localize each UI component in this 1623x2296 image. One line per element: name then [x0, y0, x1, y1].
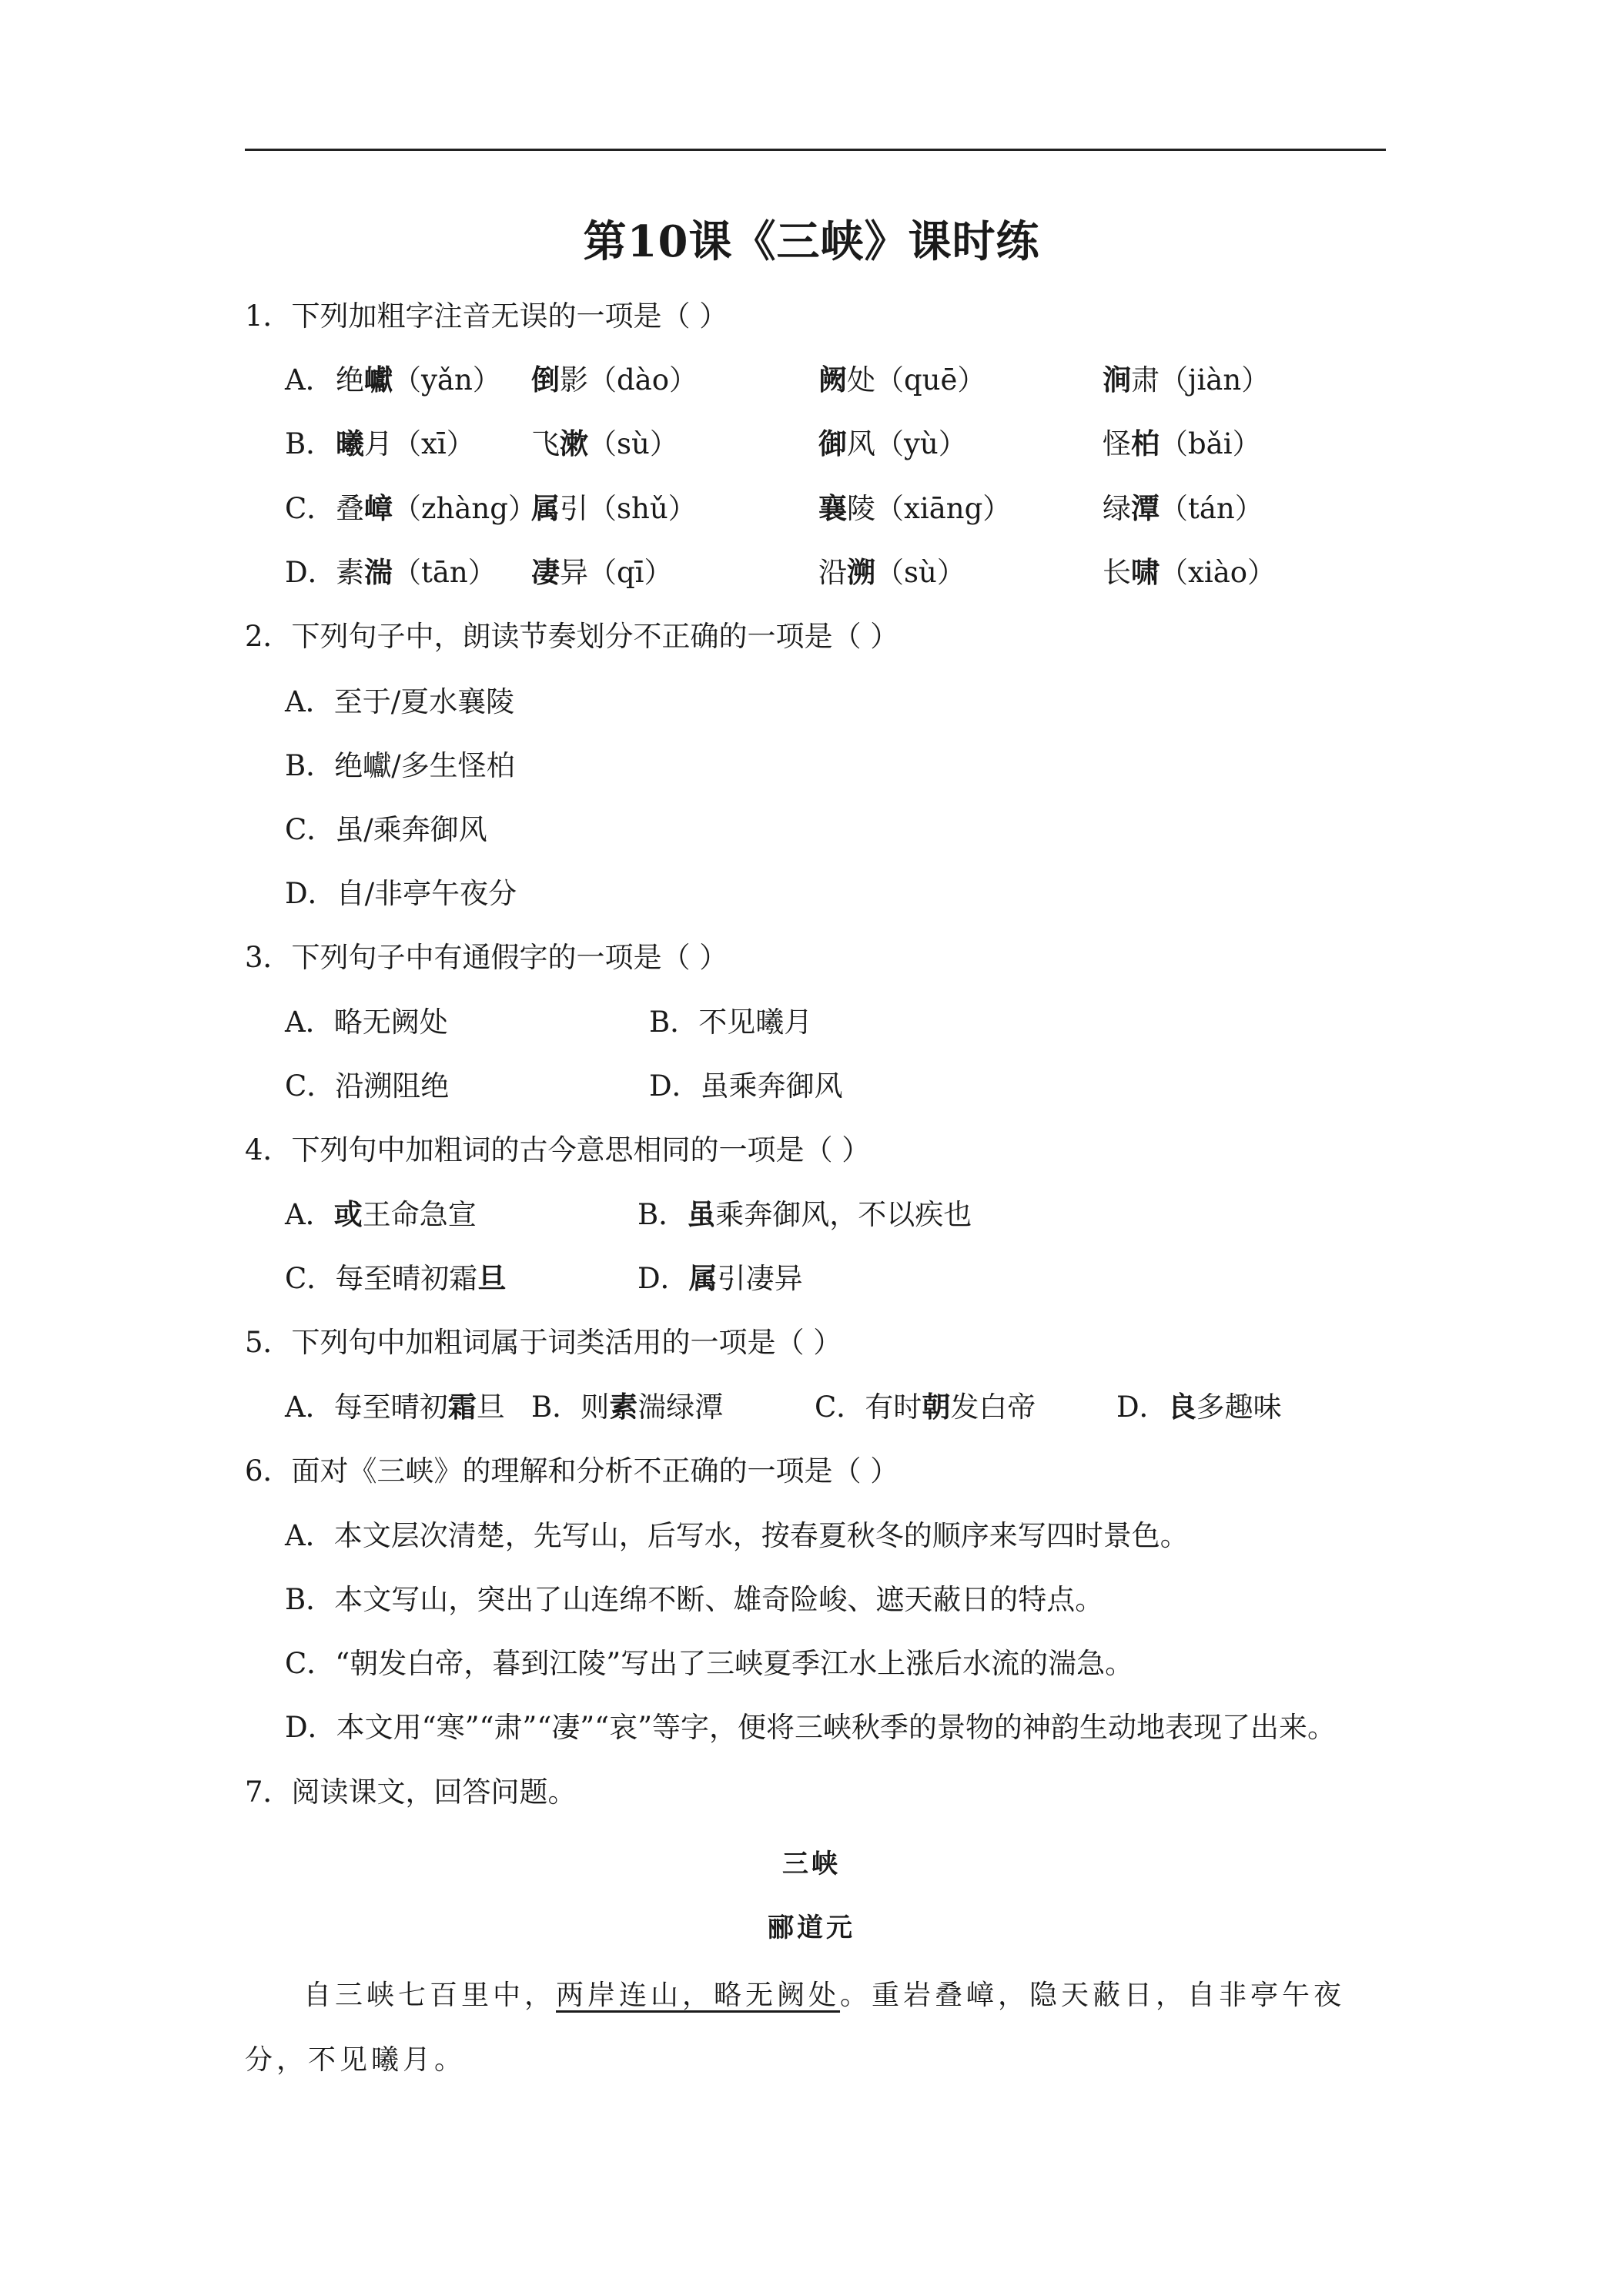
option-label: B．: [637, 1198, 688, 1231]
word-pre: 怪: [1103, 427, 1131, 460]
passage-title: 三峡: [782, 1849, 841, 1879]
q1-option-a-word-4: [1103, 363, 1270, 397]
bold-char: 凄: [531, 555, 560, 589]
word-post: 陵（xiāng）: [847, 492, 1012, 525]
q3-stem: 3．下列句子中有通假字的一项是（ ）: [245, 941, 728, 974]
option-text-post: 乘奔御风，不以疾也: [715, 1198, 972, 1231]
q1-option-b-label: B．: [285, 427, 335, 460]
q6-option-d: D．本文用“寒”“肃”“凄”“哀”等字，便将三峡秋季的景物的神韵生动地表现了出来。: [285, 1711, 1336, 1744]
word-post: 风（yù）: [847, 427, 967, 460]
q1-option-c-label: C．: [285, 492, 336, 525]
word-pre: 绝: [336, 363, 364, 397]
word-post: 处（quē）: [847, 363, 986, 397]
option-text-pre: 每至晴初: [333, 1391, 448, 1424]
passage-paragraph: [245, 1963, 1386, 2093]
bold-char: 柏: [1131, 427, 1160, 460]
q2-option-c: C．虽/乘奔御风: [285, 813, 487, 846]
q1-option-c-word-4: [1103, 491, 1263, 525]
q4-stem: 4．下列句中加粗词的古今意思相同的一项是（ ）: [245, 1133, 871, 1166]
word-pre: 绿: [1103, 492, 1131, 525]
bold-char: 虽: [687, 1197, 716, 1231]
option-label: B．: [531, 1391, 581, 1424]
q2-option-b: B．绝巘/多生怪柏: [285, 749, 515, 782]
q5-stem: 5．下列句中加粗词属于词类活用的一项是（ ）: [245, 1326, 842, 1359]
q6-option-b: B．本文写山，突出了山连绵不断、雄奇险峻、遮天蔽日的特点。: [285, 1583, 1104, 1616]
word-pre: 沿: [818, 556, 847, 589]
bold-char: 湍: [364, 555, 393, 589]
word-post: 引（shǔ）: [560, 492, 697, 525]
word-post: 异（qī）: [560, 556, 673, 589]
option-text-pre: 每至晴初霜: [335, 1262, 478, 1295]
bold-char: 溯: [847, 555, 875, 589]
q4-option-b: [637, 1197, 972, 1231]
option-text-post: 多趣味: [1196, 1391, 1282, 1424]
q4-option-c: [285, 1261, 507, 1295]
option-label: C．: [815, 1391, 865, 1424]
bold-char: 朝: [922, 1390, 951, 1424]
q6-stem: 6．面对《三峡》的理解和分析不正确的一项是（ ）: [245, 1454, 899, 1488]
option-label: D．: [637, 1262, 689, 1295]
word-post: （tān）: [393, 556, 497, 589]
q2-option-d: D．自/非亭午夜分: [285, 877, 517, 910]
word-pre: 素: [336, 556, 364, 589]
word-post: （bǎi）: [1160, 427, 1261, 460]
word-post: 月（xī）: [364, 427, 475, 460]
q5-option-a: [285, 1390, 505, 1424]
option-label: A．: [285, 1391, 334, 1424]
bold-char: 巘: [364, 363, 393, 397]
option-text-pre: 则: [581, 1391, 610, 1424]
page-title: 第10课《三峡》课时练: [583, 216, 1040, 267]
option-text-post: 旦: [476, 1391, 505, 1424]
q1-option-a-word-2: [531, 363, 698, 397]
q1-option-a-word-1: [336, 363, 501, 397]
q2-stem: 2．下列句子中，朗读节奏划分不正确的一项是（ ）: [245, 620, 899, 653]
passage-text-pre: 自三峡七百里中，: [303, 1980, 557, 2011]
q1-option-d-word-1: [336, 555, 497, 589]
q1-option-a-label: A．: [285, 363, 334, 397]
q4-option-a: [285, 1197, 477, 1231]
q1-option-d-word-2: [531, 555, 673, 589]
word-pre: 飞: [531, 427, 560, 460]
q1-option-d-word-3: [818, 555, 965, 589]
q5-option-d: [1116, 1390, 1282, 1424]
word-post: （sù）: [588, 427, 678, 460]
bold-char: 漱: [560, 427, 588, 460]
option-label: A．: [285, 1198, 334, 1231]
q1-option-b-word-2: [531, 427, 678, 460]
q2-option-a: A．至于/夏水襄陵: [285, 685, 515, 718]
q3-option-d: D．虽乘奔御风: [649, 1069, 843, 1103]
q4-option-d: [637, 1261, 803, 1295]
word-post: 影（dào）: [560, 363, 698, 397]
q1-option-d-label: D．: [285, 556, 336, 589]
q1-option-c-word-2: [531, 491, 697, 525]
bold-char: 素: [609, 1390, 638, 1424]
word-post: （tán）: [1160, 492, 1263, 525]
option-text-pre: 有时: [865, 1391, 922, 1424]
word-post: （xiào）: [1160, 556, 1277, 589]
q1-option-c-word-3: [818, 491, 1012, 525]
bold-char: 倒: [531, 363, 560, 397]
bold-char: 属: [688, 1261, 718, 1295]
word-post: （sù）: [875, 556, 965, 589]
q3-option-c: C．沿溯阻绝: [285, 1069, 450, 1103]
bold-char: 曦: [336, 427, 364, 460]
q1-option-d-word-4: [1103, 555, 1277, 589]
bold-char: 良: [1167, 1390, 1196, 1424]
passage-underlined-phrase: 两岸连山，略无阙处: [556, 1980, 841, 2011]
bold-char: 霜: [447, 1390, 477, 1424]
bold-char: 啸: [1131, 555, 1160, 589]
q7-stem: 7．阅读课文，回答问题。: [245, 1776, 577, 1809]
q1-stem: 1．下列加粗字注音无误的一项是（ ）: [245, 300, 728, 333]
word-pre: 叠: [336, 492, 364, 525]
bold-char: 阙: [818, 363, 847, 397]
passage-author: 郦道元: [768, 1913, 855, 1943]
bold-char: 旦: [477, 1261, 507, 1295]
bold-char: 涧: [1103, 363, 1131, 397]
word-pre: 长: [1103, 556, 1131, 589]
header-rule: [245, 149, 1386, 151]
option-text-post: 王命急宣: [362, 1198, 477, 1231]
word-post: （zhàng）: [393, 492, 537, 525]
bold-char: 或: [333, 1197, 363, 1231]
passage-text-post: 。重岩叠嶂，隐天蔽日，自非亭午夜分，不见曦月。: [245, 1980, 1346, 2076]
bold-char: 嶂: [364, 491, 393, 525]
option-text-post: 发白帝: [950, 1391, 1036, 1424]
word-post: （yǎn）: [393, 363, 501, 397]
q1-option-b-word-4: [1103, 427, 1261, 460]
word-post: 肃（jiàn）: [1131, 363, 1270, 397]
q1-option-b-word-1: [336, 427, 475, 460]
q6-option-a: A．本文层次清楚，先写山，后写水，按春夏秋冬的顺序来写四时景色。: [285, 1519, 1189, 1552]
q6-option-c: C．“朝发白帝，暮到江陵”写出了三峡夏季江水上涨后水流的湍急。: [285, 1647, 1134, 1680]
q5-option-b: [531, 1390, 724, 1424]
bold-char: 潭: [1131, 491, 1160, 525]
option-text-post: 引凄异: [717, 1262, 803, 1295]
q3-option-b: B．不见曦月: [649, 1006, 813, 1039]
q5-option-c: [815, 1390, 1036, 1424]
bold-char: 御: [818, 427, 847, 460]
q1-option-c-word-1: [336, 491, 537, 525]
bold-char: 属: [531, 491, 560, 525]
bold-char: 襄: [818, 491, 847, 525]
option-label: C．: [285, 1262, 336, 1295]
q1-option-b-word-3: [818, 427, 967, 460]
q1-option-a-word-3: [818, 363, 986, 397]
option-text-post: 湍绿潭: [637, 1391, 724, 1424]
option-label: D．: [1116, 1391, 1168, 1424]
q3-option-a: A．略无阙处: [285, 1006, 448, 1039]
